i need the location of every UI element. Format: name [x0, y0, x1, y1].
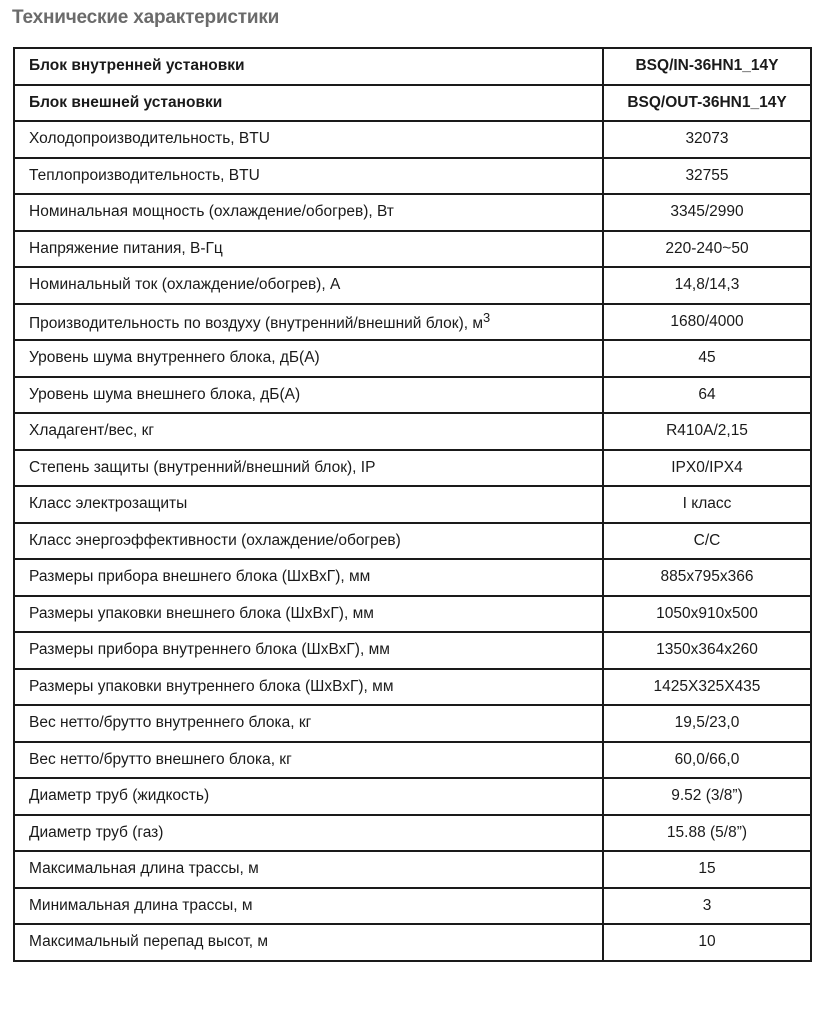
- page-title: Технические характеристики: [12, 7, 280, 28]
- table-row: [14, 267, 811, 304]
- table-row: [14, 121, 811, 158]
- table-header-row: [14, 48, 811, 85]
- param-label: Класс электрозащиты: [29, 495, 188, 513]
- value-cell: 1680/4000: [603, 304, 811, 341]
- param-label: Минимальная длина трассы, м: [29, 896, 253, 914]
- param-label: Максимальный перепад высот, м: [29, 933, 268, 951]
- table-row: [14, 377, 811, 414]
- param-cell: [14, 888, 603, 925]
- param-cell: [14, 158, 603, 195]
- value-cell: R410A/2,15: [603, 413, 811, 450]
- unit-superscript: 3: [483, 310, 491, 326]
- param-cell: [14, 742, 603, 779]
- param-label: Класс энергоэффективности (охлаждение/обогрев): [29, 531, 401, 549]
- param-cell: [14, 48, 603, 85]
- table-row: [14, 413, 811, 450]
- param-label: Хладагент/вес, кг: [29, 422, 155, 440]
- param-cell: [14, 778, 603, 815]
- value-cell: 885x795x366: [603, 559, 811, 596]
- value-cell: 32073: [603, 121, 811, 158]
- param-cell: [14, 377, 603, 414]
- value-cell: 1350x364x260: [603, 632, 811, 669]
- value-cell: IPX0/IPX4: [603, 450, 811, 487]
- param-cell: [14, 340, 603, 377]
- value-cell: 64: [603, 377, 811, 414]
- param-label: Производительность по воздуху (внутренний/внешний блок), м: [29, 315, 483, 333]
- value-cell: 19,5/23,0: [603, 705, 811, 742]
- table-header-row: [14, 85, 811, 122]
- param-label: Вес нетто/брутто внутреннего блока, кг: [29, 714, 312, 732]
- table-row: [14, 669, 811, 706]
- param-label: Блок внутренней установки: [29, 57, 245, 75]
- param-cell: [14, 85, 603, 122]
- table-row: [14, 815, 811, 852]
- param-label: Размеры прибора внешнего блока (ШхВхГ), мм: [29, 568, 371, 586]
- table-row: [14, 158, 811, 195]
- param-cell: [14, 705, 603, 742]
- table-row: [14, 705, 811, 742]
- param-label: Размеры прибора внутреннего блока (ШхВхГ), мм: [29, 641, 390, 659]
- param-label: Размеры упаковки внешнего блока (ШхВхГ), мм: [29, 604, 374, 622]
- table-row: [14, 632, 811, 669]
- param-label: Холодопроизводительность, BTU: [29, 130, 270, 148]
- param-cell: [14, 523, 603, 560]
- param-cell: [14, 121, 603, 158]
- param-cell: [14, 559, 603, 596]
- value-cell: C/C: [603, 523, 811, 560]
- value-cell: 220-240~50: [603, 231, 811, 268]
- table-row: [14, 888, 811, 925]
- param-cell: [14, 450, 603, 487]
- param-cell: [14, 669, 603, 706]
- param-cell: [14, 267, 603, 304]
- table-row: [14, 304, 811, 341]
- table-row: [14, 486, 811, 523]
- value-cell: 15: [603, 851, 811, 888]
- spec-table-body: [14, 48, 811, 961]
- value-cell: I класс: [603, 486, 811, 523]
- value-cell: BSQ/IN-36HN1_14Y: [603, 48, 811, 85]
- table-row: [14, 596, 811, 633]
- param-label: Уровень шума внешнего блока, дБ(А): [29, 385, 301, 403]
- table-row: [14, 231, 811, 268]
- param-cell: [14, 413, 603, 450]
- table-row: [14, 340, 811, 377]
- param-label: Блок внешней установки: [29, 93, 223, 111]
- param-cell: [14, 194, 603, 231]
- value-cell: 32755: [603, 158, 811, 195]
- value-cell: 10: [603, 924, 811, 961]
- table-row: [14, 851, 811, 888]
- value-cell: 3345/2990: [603, 194, 811, 231]
- table-row: [14, 742, 811, 779]
- value-cell: 60,0/66,0: [603, 742, 811, 779]
- param-cell: [14, 924, 603, 961]
- value-cell: 3: [603, 888, 811, 925]
- table-row: [14, 778, 811, 815]
- param-label: Напряжение питания, В-Гц: [29, 239, 223, 257]
- value-cell: 15.88 (5/8”): [603, 815, 811, 852]
- param-label: Размеры упаковки внутреннего блока (ШхВхГ), мм: [29, 677, 394, 695]
- param-label: Максимальная длина трассы, м: [29, 860, 259, 878]
- param-cell: [14, 851, 603, 888]
- table-row: [14, 559, 811, 596]
- table-row: [14, 194, 811, 231]
- value-cell: BSQ/OUT-36HN1_14Y: [603, 85, 811, 122]
- param-label: Диаметр труб (жидкость): [29, 787, 210, 805]
- param-label: Теплопроизводительность, BTU: [29, 166, 260, 184]
- param-label: Степень защиты (внутренний/внешний блок), IP: [29, 458, 376, 476]
- param-cell: [14, 486, 603, 523]
- param-cell: [14, 304, 603, 341]
- param-label: Номинальная мощность (охлаждение/обогрев), Вт: [29, 203, 394, 221]
- param-label: Номинальный ток (охлаждение/обогрев), А: [29, 276, 341, 294]
- table-row: [14, 450, 811, 487]
- value-cell: 1425X325X435: [603, 669, 811, 706]
- value-cell: 14,8/14,3: [603, 267, 811, 304]
- table-row: [14, 924, 811, 961]
- param-label: Вес нетто/брутто внешнего блока, кг: [29, 750, 292, 768]
- param-label: Диаметр труб (газ): [29, 823, 164, 841]
- param-cell: [14, 815, 603, 852]
- param-cell: [14, 596, 603, 633]
- value-cell: 1050x910x500: [603, 596, 811, 633]
- value-cell: 45: [603, 340, 811, 377]
- table-row: [14, 523, 811, 560]
- spec-table: [13, 47, 812, 962]
- value-cell: 9.52 (3/8”): [603, 778, 811, 815]
- param-cell: [14, 231, 603, 268]
- param-cell: [14, 632, 603, 669]
- param-label: Уровень шума внутреннего блока, дБ(А): [29, 349, 320, 367]
